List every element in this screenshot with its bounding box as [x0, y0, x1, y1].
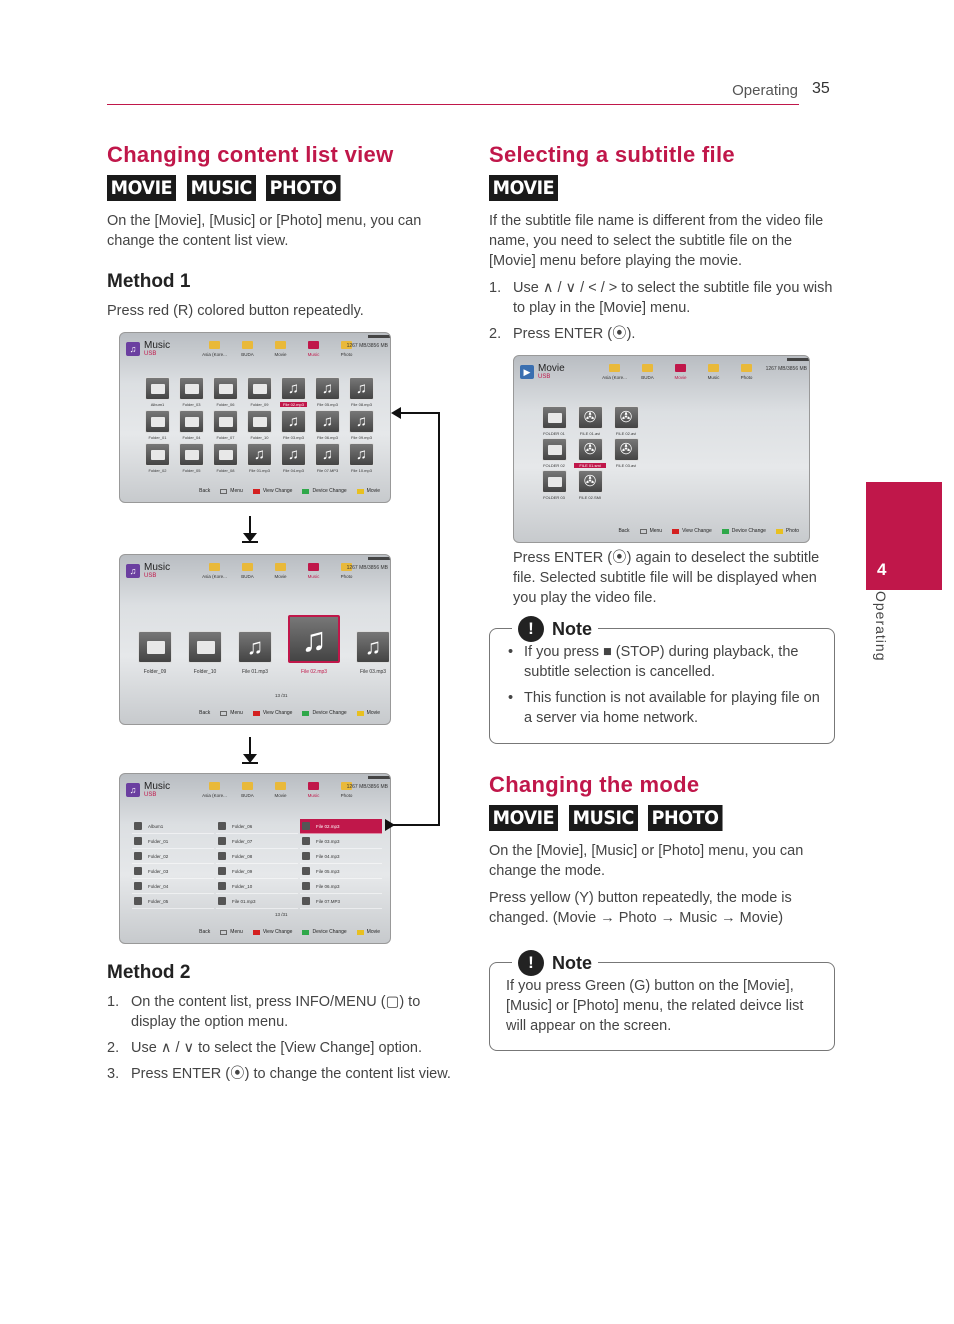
folder-icon: [213, 377, 238, 400]
movie-item-label: FOLDER 03: [543, 495, 565, 500]
grid-item[interactable]: [348, 410, 375, 440]
device-change-key[interactable]: Device Change: [302, 488, 346, 494]
list-item[interactable]: [300, 894, 382, 909]
note-text: If you press Green (G) button on the [Movie], [Music] or [Photo] menu, the related deivce list will appear on the screen.: [506, 978, 804, 1034]
music-note-icon: ♫: [315, 410, 340, 433]
music-note-icon: ♫: [349, 443, 374, 466]
grid-item-label: File 09.mp3: [351, 435, 372, 440]
mode-text-1: On the [Movie], [Music] or [Photo] menu, you can change the mode.: [489, 843, 804, 879]
movie-item[interactable]: [574, 470, 606, 500]
view-change-key[interactable]: View Change: [253, 488, 293, 494]
list-item[interactable]: [216, 864, 298, 879]
subtitle-badges: [489, 175, 564, 201]
list-item-label: Folder_03: [148, 868, 169, 874]
movie-item-label: FILE 01.avi: [579, 431, 601, 436]
tab-photo[interactable]: Photo: [334, 341, 359, 357]
step-item: 3. Press ENTER (⦿) to change the content list view.: [107, 1066, 451, 1082]
grid-item-label: Folder_07: [216, 435, 235, 440]
folder-icon: [542, 406, 567, 429]
method2-heading: Method 2: [107, 962, 191, 983]
music-note-icon: ♫: [238, 631, 272, 663]
folder-icon: [675, 364, 686, 372]
device-tabs: [202, 563, 359, 579]
large-item-label: Folder_09: [143, 669, 167, 675]
menu-key[interactable]: Menu: [220, 929, 243, 935]
mode-badges: [489, 805, 729, 831]
screen-footer: [514, 528, 809, 534]
method1-heading: Method 1: [107, 271, 191, 292]
folder-icon: [308, 341, 319, 349]
movie-item[interactable]: [574, 438, 606, 468]
music-icon: ♫: [126, 783, 140, 797]
folder-icon: [209, 563, 220, 571]
tab-photo[interactable]: Photo: [334, 563, 359, 579]
music-note-icon: ♫: [281, 443, 306, 466]
mode-text-2: Press yellow (Y) button repeatedly, the mode is changed. (Movie → Photo → Music → Movie): [489, 890, 792, 926]
movie-screen: [513, 355, 810, 543]
folder-icon: [275, 341, 286, 349]
folder-icon: [218, 852, 226, 860]
grid-item[interactable]: [212, 377, 239, 407]
screen-subtitle: USB: [144, 792, 157, 798]
music-note-icon: ♫: [315, 443, 340, 466]
folder-icon: [134, 837, 142, 845]
music-note-icon: [302, 882, 310, 890]
screen-title: Music: [144, 562, 171, 573]
grid-item[interactable]: [178, 410, 205, 440]
list-item[interactable]: [132, 879, 214, 894]
tab-music[interactable]: Music: [301, 782, 326, 798]
back-key[interactable]: Back: [199, 710, 211, 716]
grid-item[interactable]: [212, 410, 239, 440]
film-reel-icon: ✇: [578, 470, 603, 493]
folder-icon: [708, 364, 719, 372]
list-item-label: File 02.mp3: [316, 823, 340, 829]
grid-item-label: Folder_06: [216, 402, 235, 407]
folder-icon: [134, 897, 142, 905]
photo-badge: PHOTO: [648, 805, 722, 831]
film-reel-icon: ✇: [578, 438, 603, 461]
music-note-icon: [218, 897, 226, 905]
method2-steps: [107, 992, 452, 1090]
film-reel-icon: ✇: [614, 406, 639, 429]
music-note-icon: ♫: [281, 377, 306, 400]
tab-movie[interactable]: Movie: [668, 364, 693, 380]
note-title: Note: [552, 618, 592, 639]
note-box: [489, 952, 835, 1051]
view-change-key[interactable]: View Change: [253, 710, 293, 716]
capacity-bar: [787, 358, 809, 361]
chapter-label: Operating: [873, 591, 889, 662]
grid-item-label: Folder_09: [250, 402, 269, 407]
grid-item[interactable]: [246, 377, 273, 407]
folder-icon: [213, 443, 238, 466]
grid-item-label: Folder_08: [216, 468, 235, 473]
grid-item[interactable]: [280, 410, 307, 440]
movie-item-label: FOLDER 02: [543, 463, 565, 468]
folder-icon: [542, 470, 567, 493]
music-note-icon: [302, 837, 310, 845]
movie-badge: MOVIE: [489, 805, 558, 831]
large-item[interactable]: [188, 631, 222, 675]
grid-item[interactable]: [246, 410, 273, 440]
grid-item-label: Album1: [150, 402, 165, 407]
step-item: 1. Use ∧ / ∨ / < / > to select the subtitle file you wish to play in the [Movie] menu.: [489, 280, 833, 316]
header-rule: [107, 104, 799, 105]
capacity-text: 1267 MB/3856 MB: [765, 366, 807, 372]
grid-item[interactable]: [212, 443, 239, 473]
movie-item[interactable]: [538, 470, 570, 500]
mode-key[interactable]: Movie: [357, 488, 380, 494]
folder-icon: [134, 852, 142, 860]
folder-icon: [247, 410, 272, 433]
thumbnail-grid: [144, 377, 375, 473]
list-item-label: Folder_01: [148, 838, 169, 844]
list-item[interactable]: [216, 879, 298, 894]
return-arrow: [385, 400, 445, 840]
exclamation-icon: !: [518, 616, 544, 642]
view-change-key[interactable]: View Change: [672, 528, 712, 534]
movie-badge: MOVIE: [489, 175, 558, 201]
grid-item-label: Folder_01: [148, 435, 167, 440]
back-key[interactable]: Back: [199, 488, 211, 494]
grid-item-label: File 06.mp3: [317, 435, 338, 440]
grid-item-label: Folder_02: [148, 468, 167, 473]
folder-icon: [138, 631, 172, 663]
device-tabs: [202, 341, 359, 357]
screen-footer: [120, 488, 390, 494]
grid-item[interactable]: [348, 443, 375, 473]
large-item-label: Folder_10: [193, 669, 217, 675]
movie-item-label: FILE 03.avi: [615, 463, 637, 468]
list-item[interactable]: [216, 834, 298, 849]
list-item-label: Folder_07: [232, 838, 253, 844]
page-indicator: 13 /31: [275, 693, 288, 698]
folder-icon: [145, 443, 170, 466]
chapter-number: 4: [877, 560, 887, 579]
large-item-row: [138, 615, 390, 675]
grid-item-label: File 02.mp3: [280, 402, 307, 407]
screen-subtitle: USB: [538, 374, 551, 380]
device-change-key[interactable]: Device Change: [302, 929, 346, 935]
device-tabs: [602, 364, 759, 380]
list-item[interactable]: [300, 834, 382, 849]
list-item-label: Folder_09: [232, 868, 253, 874]
list-item[interactable]: [300, 879, 382, 894]
capacity-bar: [368, 335, 390, 338]
tab-movie[interactable]: Movie: [268, 341, 293, 357]
music-note-icon: ♫: [356, 631, 390, 663]
grid-item[interactable]: [178, 443, 205, 473]
device-tabs: [202, 782, 359, 798]
folder-icon: [179, 410, 204, 433]
grid-item[interactable]: [314, 443, 341, 473]
folder-icon: [218, 882, 226, 890]
grid-item[interactable]: [178, 377, 205, 407]
list-item-label: Folder_10: [232, 883, 253, 889]
step-item: 2. Press ENTER (⦿).: [489, 326, 636, 342]
step-item: 1. On the content list, press INFO/MENU (▢) to display the option menu.: [107, 994, 421, 1030]
tab-movie[interactable]: Movie: [268, 563, 293, 579]
movie-badge: MOVIE: [107, 175, 176, 201]
folder-icon: [741, 364, 752, 372]
screen-footer: [120, 710, 390, 716]
screen-title: Music: [144, 340, 171, 351]
music-note-icon: ♫: [281, 410, 306, 433]
movie-item[interactable]: [574, 406, 606, 436]
folder-icon: [145, 377, 170, 400]
grid-item[interactable]: [348, 377, 375, 407]
music-large-screen: [119, 554, 391, 725]
photo-badge: PHOTO: [266, 175, 340, 201]
folder-icon: [308, 782, 319, 790]
folder-icon: [242, 563, 253, 571]
grid-item-label: File 01.mp3: [249, 468, 270, 473]
list-item[interactable]: [216, 819, 298, 834]
tab-buda[interactable]: BUDA: [235, 563, 260, 579]
movie-icon: ▶: [520, 365, 534, 379]
large-item-label: File 02.mp3: [300, 669, 328, 675]
folder-icon: [218, 867, 226, 875]
large-item[interactable]: [238, 631, 272, 675]
left-badges: [107, 175, 347, 201]
tab-music[interactable]: Music: [301, 341, 326, 357]
note-title: Note: [552, 952, 592, 973]
grid-item-label: File 04.mp3: [283, 468, 304, 473]
tab-buda[interactable]: BUDA: [635, 364, 660, 380]
folder-icon: [642, 364, 653, 372]
tab-music[interactable]: Music: [301, 563, 326, 579]
screen-title: Movie: [538, 363, 565, 374]
subtitle-steps: [489, 278, 834, 350]
folder-icon: [134, 882, 142, 890]
music-note-icon: ♫: [247, 443, 272, 466]
left-title: Changing content list view: [107, 142, 394, 167]
movie-item[interactable]: [610, 406, 642, 436]
list-item-label: Folder_02: [148, 853, 169, 859]
music-icon: ♫: [126, 342, 140, 356]
folder-icon: [209, 341, 220, 349]
grid-item-label: Folder_10: [250, 435, 269, 440]
folder-icon: [209, 782, 220, 790]
header-section: Operating: [732, 82, 798, 99]
subtitle-intro: If the subtitle file name is different from the video file name, you need to select the subtitle file on the [Movie] menu before playing the movie.: [489, 213, 824, 269]
folder-icon: [218, 837, 226, 845]
list-item-label: Folder_08: [232, 853, 253, 859]
down-arrow: [249, 516, 251, 540]
screen-subtitle: USB: [144, 351, 157, 357]
music-list-screen: [119, 773, 391, 944]
mode-key[interactable]: Movie: [357, 710, 380, 716]
music-note-icon: ♫: [315, 377, 340, 400]
music-note-icon: ♫: [288, 615, 340, 663]
movie-item[interactable]: [538, 406, 570, 436]
note-bullet: • This function is not available for playing file on a server via home network.: [506, 688, 820, 728]
list-item-label: File 03.mp3: [316, 838, 340, 844]
folder-icon: [609, 364, 620, 372]
list-item[interactable]: [216, 849, 298, 864]
screen-subtitle: USB: [144, 573, 157, 579]
movie-grid: [538, 406, 642, 500]
list-item-label: File 07.MP3: [316, 898, 341, 904]
folder-icon: [145, 410, 170, 433]
mode-key[interactable]: Photo: [776, 528, 799, 534]
grid-item[interactable]: [314, 377, 341, 407]
music-note-icon: [302, 822, 310, 830]
folder-icon: [134, 867, 142, 875]
down-arrow: [249, 737, 251, 761]
movie-item-label: FILE 01.smi: [574, 463, 606, 468]
back-key[interactable]: Back: [618, 528, 630, 534]
method1-text: Press red (R) colored button repeatedly.: [107, 303, 364, 319]
view-change-key[interactable]: View Change: [253, 929, 293, 935]
list-item[interactable]: [300, 864, 382, 879]
step-item: 2. Use ∧ / ∨ to select the [View Change] option.: [107, 1040, 422, 1056]
list-item-label: File 06.mp3: [316, 883, 340, 889]
grid-item-label: File 10.mp3: [351, 468, 372, 473]
list-item-label: File 05.mp3: [316, 868, 340, 874]
back-key[interactable]: Back: [199, 929, 211, 935]
list-item-label: Folder_05: [148, 898, 169, 904]
music-note-icon: ♫: [349, 410, 374, 433]
music-note-icon: ♫: [349, 377, 374, 400]
page-indicator: 13 /31: [275, 912, 288, 917]
grid-item[interactable]: [246, 443, 273, 473]
grid-item-label: File 03.mp3: [283, 435, 304, 440]
tab-photo[interactable]: Photo: [734, 364, 759, 380]
folder-icon: [134, 822, 142, 830]
movie-item[interactable]: [538, 438, 570, 468]
list-item-label: Album1: [148, 823, 164, 829]
folder-icon: [188, 631, 222, 663]
grid-item[interactable]: [280, 443, 307, 473]
grid-item-label: File 07.MP3: [316, 468, 339, 473]
music-note-icon: [302, 852, 310, 860]
tab-buda[interactable]: BUDA: [235, 782, 260, 798]
folder-icon: [213, 410, 238, 433]
folder-icon: [542, 438, 567, 461]
subtitle-after-text: Press ENTER (⦿) again to deselect the subtitle file. Selected subtitle file will be displayed when you play the video file.: [513, 550, 820, 606]
grid-item-label: File 08.mp3: [351, 402, 372, 407]
tab-asia[interactable]: Asia (Kore...: [202, 341, 227, 357]
tab-asia[interactable]: Asia (Kore...: [602, 364, 627, 380]
list-item[interactable]: [216, 894, 298, 909]
mode-section-title: Changing the mode: [489, 772, 700, 797]
grid-item[interactable]: [144, 443, 171, 473]
music-grid-screen: [119, 332, 391, 503]
music-icon: ♫: [126, 564, 140, 578]
page-number: 35: [812, 80, 830, 97]
tab-movie[interactable]: Movie: [268, 782, 293, 798]
screen-title: Music: [144, 781, 171, 792]
folder-icon: [275, 563, 286, 571]
large-item[interactable]: [138, 631, 172, 675]
music-badge: MUSIC: [569, 805, 638, 831]
menu-key[interactable]: Menu: [640, 528, 663, 534]
folder-icon: [242, 341, 253, 349]
list-item[interactable]: [300, 849, 382, 864]
folder-icon: [308, 563, 319, 571]
screen-footer: [120, 929, 390, 935]
movie-item[interactable]: [610, 438, 642, 468]
capacity-text: 1267 MB/3856 MB: [346, 343, 388, 349]
folder-icon: [275, 782, 286, 790]
tab-photo[interactable]: Photo: [334, 782, 359, 798]
list-item[interactable]: [300, 819, 382, 834]
list-item[interactable]: [132, 849, 214, 864]
large-item-label: File 03.mp3: [359, 669, 387, 675]
music-note-icon: [302, 897, 310, 905]
mode-key[interactable]: Movie: [357, 929, 380, 935]
list-item-label: Folder_06: [232, 823, 253, 829]
grid-item[interactable]: [144, 410, 171, 440]
grid-item[interactable]: [144, 377, 171, 407]
list-item-label: Folder_04: [148, 883, 169, 889]
grid-item[interactable]: [280, 377, 307, 407]
folder-icon: [242, 782, 253, 790]
tab-asia[interactable]: Asia (Kore...: [202, 782, 227, 798]
folder-icon: [179, 443, 204, 466]
list-item[interactable]: [132, 834, 214, 849]
subtitle-section-title: Selecting a subtitle file: [489, 142, 735, 167]
music-note-icon: [302, 867, 310, 875]
note-box: [489, 618, 835, 744]
grid-item-label: Folder_03: [182, 402, 201, 407]
movie-item-label: FILE 02.avi: [615, 431, 637, 436]
tab-music[interactable]: Music: [701, 364, 726, 380]
film-reel-icon: ✇: [614, 438, 639, 461]
folder-icon: [218, 822, 226, 830]
tab-buda[interactable]: BUDA: [235, 341, 260, 357]
list-item-label: File 01.mp3: [232, 898, 256, 904]
list-item[interactable]: [132, 864, 214, 879]
movie-item-label: FILE 02.SMI: [578, 495, 602, 500]
left-intro: On the [Movie], [Music] or [Photo] menu, you can change the content list view.: [107, 213, 422, 249]
folder-icon: [179, 377, 204, 400]
device-change-key[interactable]: Device Change: [722, 528, 766, 534]
menu-key[interactable]: Menu: [220, 710, 243, 716]
list-item[interactable]: [132, 819, 214, 834]
folder-icon: [247, 377, 272, 400]
grid-item-label: File 05.mp3: [317, 402, 338, 407]
large-item[interactable]: [288, 615, 340, 675]
list-item[interactable]: [132, 894, 214, 909]
note-bullet: • If you press ■ (STOP) during playback, the subtitle selection is cancelled.: [506, 642, 820, 682]
device-change-key[interactable]: Device Change: [302, 710, 346, 716]
grid-item-label: Folder_05: [182, 468, 201, 473]
capacity-text: 1267 MB/3856 MB: [346, 784, 388, 790]
exclamation-icon: !: [518, 950, 544, 976]
list-item-label: File 04.mp3: [316, 853, 340, 859]
grid-item[interactable]: [314, 410, 341, 440]
list-view: [132, 819, 382, 909]
film-reel-icon: ✇: [578, 406, 603, 429]
menu-key[interactable]: Menu: [220, 488, 243, 494]
large-item-label: File 01.mp3: [241, 669, 269, 675]
capacity-text: 1267 MB/3856 MB: [346, 565, 388, 571]
grid-item-label: Folder_04: [182, 435, 201, 440]
movie-item-label: FOLDER 01: [543, 431, 565, 436]
music-badge: MUSIC: [187, 175, 256, 201]
tab-asia[interactable]: Asia (Kore...: [202, 563, 227, 579]
